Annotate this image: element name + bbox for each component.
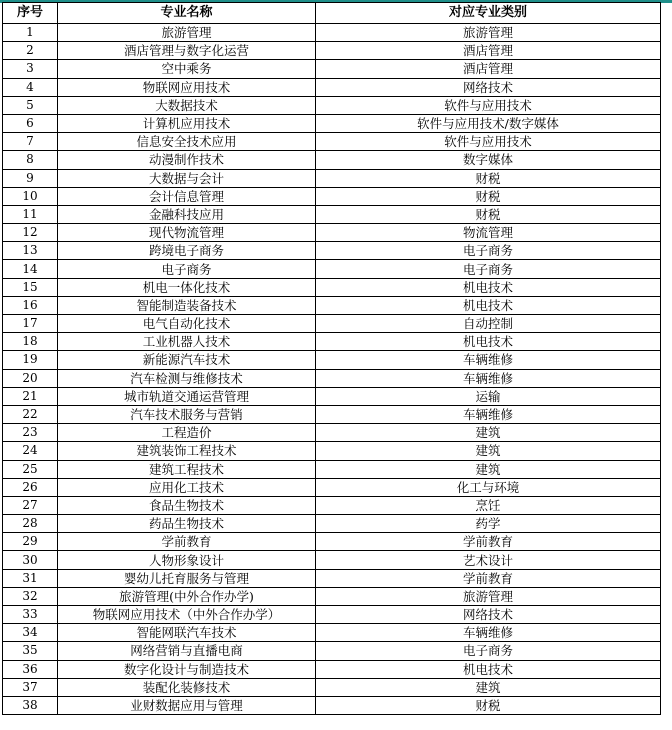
header-major: 专业名称 (58, 3, 316, 24)
row-index-cell: 20 (3, 369, 58, 387)
category-cell: 酒店管理 (316, 42, 661, 60)
major-name-cell: 空中乘务 (58, 60, 316, 78)
table-row (3, 478, 661, 496)
table-row (3, 260, 661, 278)
category-cell: 财税 (316, 169, 661, 187)
row-index-cell: 8 (3, 151, 58, 169)
table-row (3, 315, 661, 333)
category-cell: 财税 (316, 205, 661, 223)
category-cell: 车辆维修 (316, 624, 661, 642)
major-name-cell: 智能网联汽车技术 (58, 624, 316, 642)
category-cell: 烹饪 (316, 496, 661, 514)
row-index-cell: 16 (3, 296, 58, 314)
major-name-cell: 新能源汽车技术 (58, 351, 316, 369)
category-cell: 艺术设计 (316, 551, 661, 569)
table-row (3, 424, 661, 442)
row-index-cell: 26 (3, 478, 58, 496)
major-name-cell: 酒店管理与数字化运营 (58, 42, 316, 60)
table-row (3, 696, 661, 714)
table-row (3, 569, 661, 587)
row-index-cell: 12 (3, 224, 58, 242)
major-name-cell: 建筑装饰工程技术 (58, 442, 316, 460)
category-cell: 建筑 (316, 460, 661, 478)
category-cell: 软件与应用技术/数字媒体 (316, 114, 661, 132)
category-cell: 旅游管理 (316, 587, 661, 605)
table-row (3, 460, 661, 478)
row-index-cell: 28 (3, 515, 58, 533)
table-row (3, 551, 661, 569)
category-cell: 财税 (316, 696, 661, 714)
row-index-cell: 25 (3, 460, 58, 478)
row-index-cell: 35 (3, 642, 58, 660)
table-row (3, 533, 661, 551)
major-name-cell: 机电一体化技术 (58, 278, 316, 296)
category-cell: 电子商务 (316, 260, 661, 278)
row-index-cell: 23 (3, 424, 58, 442)
major-name-cell: 建筑工程技术 (58, 460, 316, 478)
category-cell: 物流管理 (316, 224, 661, 242)
major-name-cell: 现代物流管理 (58, 224, 316, 242)
table-row (3, 333, 661, 351)
major-name-cell: 金融科技应用 (58, 205, 316, 223)
major-name-cell: 汽车检测与维修技术 (58, 369, 316, 387)
row-index-cell: 22 (3, 405, 58, 423)
major-name-cell: 工业机器人技术 (58, 333, 316, 351)
row-index-cell: 19 (3, 351, 58, 369)
row-index-cell: 7 (3, 133, 58, 151)
row-index-cell: 2 (3, 42, 58, 60)
table-header-row (3, 3, 661, 24)
major-name-cell: 计算机应用技术 (58, 114, 316, 132)
category-cell: 建筑 (316, 442, 661, 460)
category-cell: 财税 (316, 187, 661, 205)
row-index-cell: 13 (3, 242, 58, 260)
category-cell: 药学 (316, 515, 661, 533)
category-cell: 学前教育 (316, 569, 661, 587)
major-name-cell: 应用化工技术 (58, 478, 316, 496)
table-row (3, 78, 661, 96)
row-index-cell: 18 (3, 333, 58, 351)
category-cell: 机电技术 (316, 660, 661, 678)
major-name-cell: 学前教育 (58, 533, 316, 551)
row-index-cell: 17 (3, 315, 58, 333)
major-name-cell: 数字化设计与制造技术 (58, 660, 316, 678)
major-name-cell: 电子商务 (58, 260, 316, 278)
category-cell: 车辆维修 (316, 351, 661, 369)
major-name-cell: 信息安全技术应用 (58, 133, 316, 151)
table-row (3, 96, 661, 114)
majors-table (2, 2, 661, 715)
major-name-cell: 食品生物技术 (58, 496, 316, 514)
row-index-cell: 30 (3, 551, 58, 569)
major-name-cell: 婴幼儿托育服务与管理 (58, 569, 316, 587)
major-name-cell: 物联网应用技术（中外合作办学） (58, 606, 316, 624)
table-row (3, 60, 661, 78)
table-row (3, 114, 661, 132)
table-row (3, 24, 661, 42)
header-index: 序号 (3, 3, 58, 24)
category-cell: 酒店管理 (316, 60, 661, 78)
category-cell: 建筑 (316, 424, 661, 442)
major-name-cell: 人物形象设计 (58, 551, 316, 569)
table-row (3, 442, 661, 460)
table-row (3, 205, 661, 223)
row-index-cell: 9 (3, 169, 58, 187)
table-row (3, 224, 661, 242)
row-index-cell: 24 (3, 442, 58, 460)
table-row (3, 624, 661, 642)
table-row (3, 642, 661, 660)
major-name-cell: 大数据与会计 (58, 169, 316, 187)
row-index-cell: 32 (3, 587, 58, 605)
table-row (3, 387, 661, 405)
row-index-cell: 3 (3, 60, 58, 78)
category-cell: 机电技术 (316, 296, 661, 314)
major-name-cell: 跨境电子商务 (58, 242, 316, 260)
table-row (3, 278, 661, 296)
category-cell: 运输 (316, 387, 661, 405)
major-name-cell: 网络营销与直播电商 (58, 642, 316, 660)
table-row (3, 351, 661, 369)
table-row (3, 496, 661, 514)
category-cell: 建筑 (316, 678, 661, 696)
category-cell: 车辆维修 (316, 369, 661, 387)
major-name-cell: 旅游管理(中外合作办学) (58, 587, 316, 605)
row-index-cell: 11 (3, 205, 58, 223)
table-body (3, 24, 661, 715)
category-cell: 旅游管理 (316, 24, 661, 42)
row-index-cell: 38 (3, 696, 58, 714)
category-cell: 学前教育 (316, 533, 661, 551)
major-name-cell: 药品生物技术 (58, 515, 316, 533)
row-index-cell: 33 (3, 606, 58, 624)
row-index-cell: 36 (3, 660, 58, 678)
table-row (3, 660, 661, 678)
category-cell: 电子商务 (316, 242, 661, 260)
table-row (3, 369, 661, 387)
category-cell: 电子商务 (316, 642, 661, 660)
table-row (3, 515, 661, 533)
major-name-cell: 工程造价 (58, 424, 316, 442)
table-row (3, 606, 661, 624)
table-row (3, 242, 661, 260)
category-cell: 机电技术 (316, 278, 661, 296)
major-name-cell: 电气自动化技术 (58, 315, 316, 333)
major-name-cell: 物联网应用技术 (58, 78, 316, 96)
category-cell: 车辆维修 (316, 405, 661, 423)
header-category: 对应专业类别 (316, 3, 661, 24)
table-row (3, 405, 661, 423)
major-name-cell: 业财数据应用与管理 (58, 696, 316, 714)
category-cell: 化工与环境 (316, 478, 661, 496)
category-cell: 软件与应用技术 (316, 133, 661, 151)
row-index-cell: 37 (3, 678, 58, 696)
major-name-cell: 大数据技术 (58, 96, 316, 114)
major-name-cell: 会计信息管理 (58, 187, 316, 205)
row-index-cell: 31 (3, 569, 58, 587)
row-index-cell: 5 (3, 96, 58, 114)
row-index-cell: 15 (3, 278, 58, 296)
table-row (3, 587, 661, 605)
major-name-cell: 装配化装修技术 (58, 678, 316, 696)
table-row (3, 133, 661, 151)
row-index-cell: 1 (3, 24, 58, 42)
table-row (3, 42, 661, 60)
category-cell: 数字媒体 (316, 151, 661, 169)
category-cell: 软件与应用技术 (316, 96, 661, 114)
row-index-cell: 29 (3, 533, 58, 551)
category-cell: 网络技术 (316, 78, 661, 96)
row-index-cell: 27 (3, 496, 58, 514)
table-row (3, 296, 661, 314)
table-row (3, 151, 661, 169)
row-index-cell: 10 (3, 187, 58, 205)
category-cell: 网络技术 (316, 606, 661, 624)
table-row (3, 678, 661, 696)
major-name-cell: 智能制造装备技术 (58, 296, 316, 314)
row-index-cell: 4 (3, 78, 58, 96)
row-index-cell: 6 (3, 114, 58, 132)
category-cell: 自动控制 (316, 315, 661, 333)
major-name-cell: 动漫制作技术 (58, 151, 316, 169)
table-row (3, 169, 661, 187)
row-index-cell: 34 (3, 624, 58, 642)
major-name-cell: 旅游管理 (58, 24, 316, 42)
row-index-cell: 21 (3, 387, 58, 405)
major-name-cell: 汽车技术服务与营销 (58, 405, 316, 423)
category-cell: 机电技术 (316, 333, 661, 351)
row-index-cell: 14 (3, 260, 58, 278)
major-name-cell: 城市轨道交通运营管理 (58, 387, 316, 405)
table-row (3, 187, 661, 205)
